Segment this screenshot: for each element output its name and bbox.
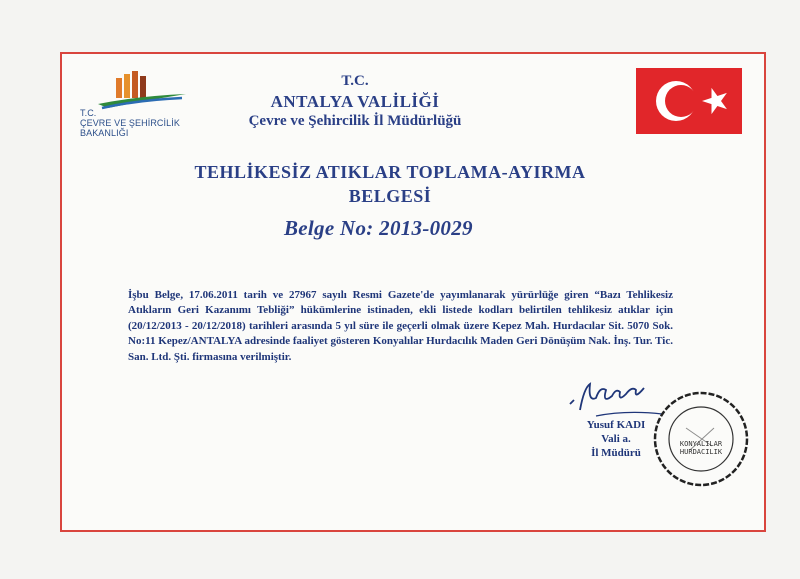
header-directorate: Çevre ve Şehircilik İl Müdürlüğü [248,113,462,129]
ministry-line: ÇEVRE VE ŞEHİRCİLİK [80,118,180,128]
certificate-body: İşbu Belge, 17.06.2011 tarih ve 27967 sayılı Resmi Gazete'de yayımlanarak yürürlüğe giren “Bazı Tehlikesiz Atıkların Geri Kazanımı Tebliği” hükümlerine istinaden, ekli listede kodları belirtilen tehlikesiz atıklar için (20/12/2013 - 20/12/2018) tarihleri arasında 5 yıl süre ile geçerli olmak üzere Kepez Mah. Hurdacılar Sit. 5070 Sok. No:11 Kepez/ANTALYA adresinde faaliyet gösteren Konyalılar Hurdacılık Maden Geri Dönüşüm Nak. İnş. Tur. Tic. San. Ltd. Şti. firmasına verilmiştir. [128,289,673,363]
header-tc: T.C. [341,73,369,89]
title-line2: BELGESİ [348,186,432,206]
ministry-line: T.C. [80,108,97,118]
header-governorship: ANTALYA VALİLİĞİ [270,92,440,111]
ministry-line: BAKANLIĞI [80,128,129,138]
signer-title: İl Müdürü [591,447,641,459]
official-stamp-icon [650,388,752,490]
signer-role: Vali a. [601,433,631,445]
document-number: Belge No: 2013-0029 [284,216,473,240]
ministry-name [80,108,220,138]
signer-name: Yusuf KADI [586,419,646,431]
header [200,72,510,131]
certificate-title [120,160,660,208]
turkish-flag-icon [636,68,742,134]
stamp-text: KONYALILAR HURDACILIK [679,440,723,456]
title-line1: TEHLİKESİZ ATIKLAR TOPLAMA-AYIRMA [194,162,586,182]
